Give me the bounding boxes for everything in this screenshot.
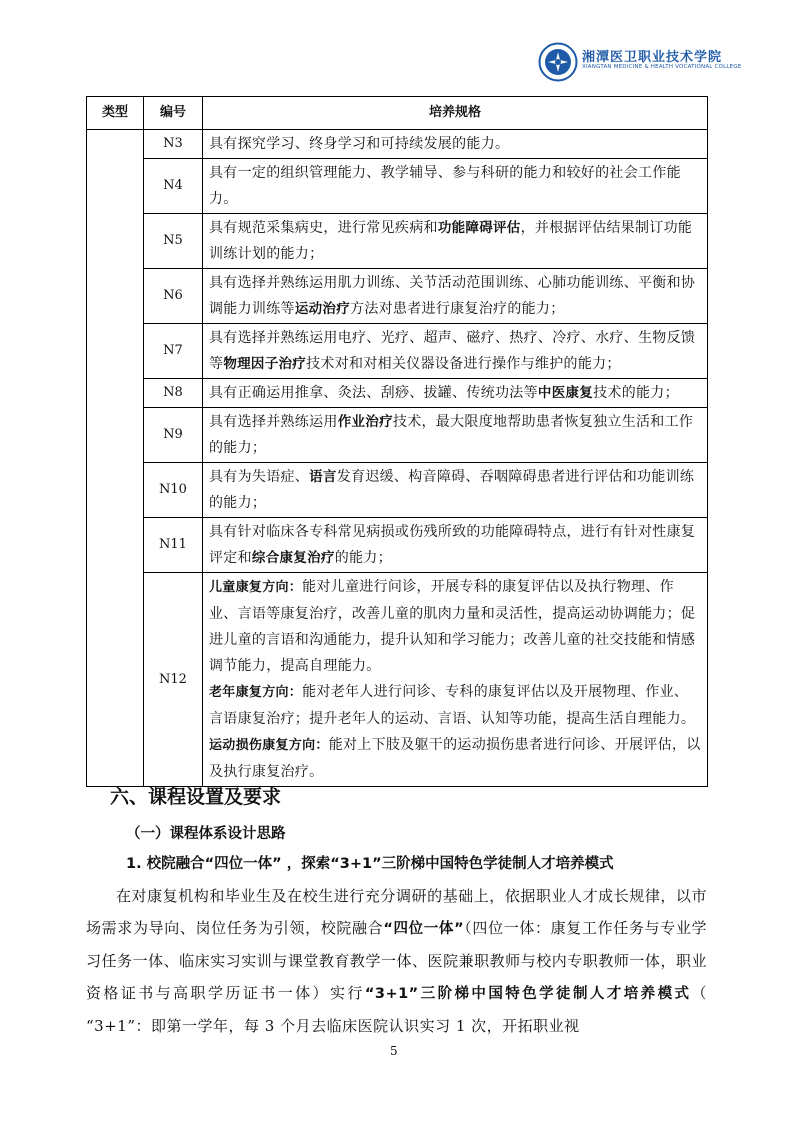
table-row bbox=[87, 463, 708, 518]
spec-text: 具有选择并熟练运用电疗、光疗、超声、磁疗、热疗、冷疗、水疗、生物反馈等 bbox=[209, 330, 696, 372]
code-cell: N5 bbox=[144, 214, 203, 269]
spec-cell bbox=[203, 379, 708, 408]
college-emblem-icon bbox=[538, 42, 578, 82]
spec-text: 具有一定的组织管理能力、教学辅导、参与科研的能力和较好的社会工作能力。 bbox=[209, 165, 681, 207]
spec-cell-directions bbox=[203, 573, 708, 787]
direction-heading: 儿童康复方向： bbox=[209, 580, 303, 595]
table-row bbox=[87, 408, 708, 463]
spec-cell bbox=[203, 269, 708, 324]
direction-text: 能对老年人进行问诊、专科的康复评估以及开展物理、作业、言语康复治疗；提升老年人的运动、言语、认知等功能，提高生活自理能力。 bbox=[209, 684, 696, 727]
direction-text: 能对上下肢及躯干的运动损伤患者进行问诊、开展评估，以及执行康复治疗。 bbox=[209, 737, 701, 780]
direction-text: 能对儿童进行问诊，开展专科的康复评估以及执行物理、作业、言语等康复治疗，改善儿童的肌肉力量和灵活性，提高运动协调能力；促进儿童的言语和沟通能力，提升认知和学习能力；改善儿童的社交技能和情感调节能力，提高自理能力。 bbox=[209, 579, 696, 674]
table-row bbox=[87, 573, 708, 787]
spec-text: 发育迟缓、构音障碍、吞咽障碍患者进行评估和功能训练的能力； bbox=[209, 469, 695, 511]
spec-cell bbox=[203, 463, 708, 518]
college-logo bbox=[538, 42, 742, 82]
spec-text: 方法对患者进行康复治疗的能力； bbox=[350, 301, 565, 317]
direction-paragraph bbox=[209, 732, 701, 785]
table-row bbox=[87, 379, 708, 408]
spec-text: 具有正确运用推拿、灸法、刮痧、拔罐、传统功法等 bbox=[209, 385, 538, 401]
code-cell: N6 bbox=[144, 269, 203, 324]
spec-text: 技术的能力； bbox=[593, 385, 679, 401]
direction-heading: 运动损伤康复方向： bbox=[209, 738, 329, 753]
spec-emphasis: 语言 bbox=[309, 469, 337, 485]
paragraph-emphasis: “四位一体” bbox=[383, 921, 465, 937]
spec-text: 技术对和对相关仪器设备进行操作与维护的能力； bbox=[306, 356, 621, 372]
spec-emphasis: 物理因子治疗 bbox=[223, 356, 307, 372]
direction-paragraph bbox=[209, 679, 701, 732]
header-spec: 培养规格 bbox=[203, 97, 708, 130]
code-cell: N12 bbox=[144, 573, 203, 787]
college-name: 湘潭医卫职业技术学院 bbox=[582, 50, 723, 65]
subsection-heading: （一）课程体系设计思路 bbox=[126, 826, 286, 842]
spec-text: 具有针对临床各专科常见病损或伤残所致的功能障碍特点，进行有针对性康复评定和 bbox=[209, 524, 696, 566]
spec-text: 具有选择并熟练运用 bbox=[209, 414, 338, 430]
spec-cell bbox=[203, 159, 708, 214]
type-cell bbox=[87, 130, 144, 787]
code-cell: N7 bbox=[144, 324, 203, 379]
spec-emphasis: 综合康复治疗 bbox=[251, 550, 335, 566]
spec-text: 具有探究学习、终身学习和可持续发展的能力。 bbox=[209, 136, 510, 152]
section-heading: 六、课程设置及要求 bbox=[110, 786, 282, 808]
spec-cell bbox=[203, 518, 708, 573]
spec-emphasis: 作业治疗 bbox=[337, 414, 393, 430]
table-row bbox=[87, 324, 708, 379]
spec-cell bbox=[203, 214, 708, 269]
spec-text: ，并根据评估结果制订功能训练计划的能力； bbox=[209, 220, 693, 262]
table-row bbox=[87, 130, 708, 159]
spec-text: 技术，最大限度地帮助患者恢复独立生活和工作的能力； bbox=[209, 414, 694, 456]
direction-paragraph bbox=[209, 574, 701, 679]
paragraph-text: 在对康复机构和毕业生及在校生进行充分调研的基础上，依据职业人才成长规律，以市场需求为导向、岗位任务为引领，校院融合 bbox=[86, 887, 707, 937]
table-row bbox=[87, 159, 708, 214]
table-body bbox=[87, 130, 708, 787]
spec-emphasis: 运动治疗 bbox=[294, 301, 351, 317]
spec-cell bbox=[203, 324, 708, 379]
table-row bbox=[87, 214, 708, 269]
code-cell: N10 bbox=[144, 463, 203, 518]
spec-emphasis: 功能障碍评估 bbox=[437, 220, 521, 236]
page-number: 5 bbox=[390, 1044, 398, 1058]
direction-heading: 老年康复方向： bbox=[209, 685, 303, 700]
spec-cell bbox=[203, 130, 708, 159]
code-cell: N11 bbox=[144, 518, 203, 573]
item-heading: 1. 校院融合“四位一体” ，探索“3+1”三阶梯中国特色学徒制人才培养模式 bbox=[126, 856, 614, 872]
paragraph-text: （四位一体：康复工作任务与专业学习任务一体、临床实习实训与课堂教育教学一体、医院兼职教师与校内专职教师一体，职业资格证书与高职学历证书一体）实行 bbox=[86, 919, 707, 1002]
spec-cell bbox=[203, 408, 708, 463]
spec-emphasis: 中医康复 bbox=[537, 385, 594, 401]
spec-text: 具有规范采集病史，进行常见疾病和 bbox=[209, 220, 438, 236]
header-code: 编号 bbox=[144, 97, 203, 130]
spec-text: 具有选择并熟练运用肌力训练、关节活动范围训练、心肺功能训练、平衡和协调能力训练等 bbox=[209, 275, 696, 317]
table-row bbox=[87, 269, 708, 324]
spec-text: 的能力； bbox=[334, 550, 392, 566]
table-header-row bbox=[87, 97, 708, 130]
spec-text: 具有为失语症、 bbox=[209, 469, 310, 485]
college-name-en: XIANGTAN MEDICINE & HEALTH VOCATIONAL COLLEGE bbox=[582, 64, 742, 70]
header-type: 类型 bbox=[87, 97, 144, 130]
paragraph-emphasis: “3+1”三阶梯中国特色学徒制人才培养模式 bbox=[364, 986, 692, 1002]
table-row bbox=[87, 518, 708, 573]
code-cell: N8 bbox=[144, 379, 203, 408]
paragraph-text: （ “3+1”：即第一学年，每 3 个月去临床医院认识实习 1 次，开拓职业视 bbox=[86, 984, 707, 1035]
code-cell: N9 bbox=[144, 408, 203, 463]
code-cell: N4 bbox=[144, 159, 203, 214]
body-paragraph bbox=[86, 880, 707, 1042]
training-spec-table bbox=[86, 96, 708, 787]
code-cell: N3 bbox=[144, 130, 203, 159]
